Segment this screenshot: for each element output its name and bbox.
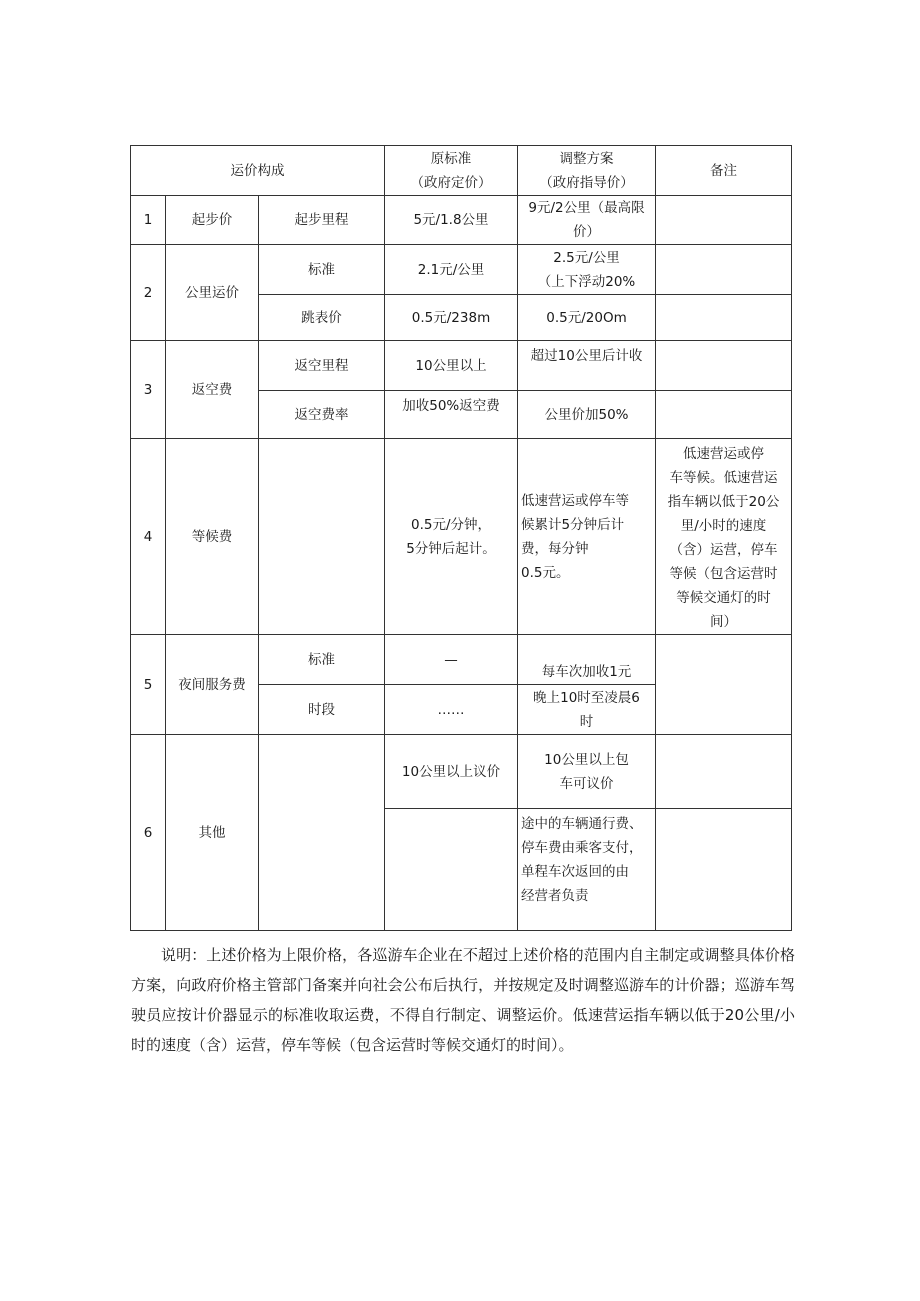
table-row — [131, 245, 792, 295]
sub-item: 标准 — [259, 245, 385, 295]
sub-item: 起步里程 — [259, 196, 385, 245]
table-row — [131, 196, 792, 245]
adjusted-value: 2.5元/公里 （上下浮动20% — [518, 245, 656, 295]
sub-item: 跳表价 — [259, 295, 385, 341]
item-name: 夜间服务费 — [166, 635, 259, 735]
remarks-value: 低速营运或停 车等候。低速营运 指车辆以低于20公 里/小时的速度 （含）运营，停车 等候（包含运营时 等候交通灯的时 间） — [656, 439, 792, 635]
adjusted-value: 9元/2公里（最高限 价） — [518, 196, 656, 245]
original-value — [385, 809, 518, 931]
adjusted-value: 公里价加50% — [518, 391, 656, 439]
original-value: …… — [385, 685, 518, 735]
fare-table-wrapper — [130, 145, 792, 931]
remarks-value — [656, 391, 792, 439]
header-adjusted: 调整方案 （政府指导价） — [518, 146, 656, 196]
item-name: 公里运价 — [166, 245, 259, 341]
original-value: — — [385, 635, 518, 685]
remarks-value — [656, 809, 792, 931]
row-number: 5 — [131, 635, 166, 735]
table-header-row — [131, 146, 792, 196]
original-value: 10公里以上 — [385, 341, 518, 391]
original-value: 加收50%返空费 — [385, 391, 518, 439]
adjusted-value: 超过10公里后计收 — [518, 341, 656, 391]
original-value: 5元/1.8公里 — [385, 196, 518, 245]
table-row — [131, 439, 792, 635]
header-composition: 运价构成 — [131, 146, 385, 196]
row-number: 6 — [131, 735, 166, 931]
remarks-value — [656, 196, 792, 245]
remarks-value — [656, 295, 792, 341]
row-number: 4 — [131, 439, 166, 635]
remarks-value — [656, 635, 792, 735]
adjusted-value: 每车次加收1元 — [518, 635, 656, 685]
table-row — [131, 635, 792, 685]
sub-item: 时段 — [259, 685, 385, 735]
header-original: 原标准 （政府定价） — [385, 146, 518, 196]
sub-item: 标准 — [259, 635, 385, 685]
table-row — [131, 735, 792, 809]
row-number: 3 — [131, 341, 166, 439]
table-row — [131, 341, 792, 391]
adjusted-value: 0.5元/20Om — [518, 295, 656, 341]
sub-item — [259, 735, 385, 931]
row-number: 1 — [131, 196, 166, 245]
original-value: 0.5元/分钟， 5分钟后起计。 — [385, 439, 518, 635]
note-text: 说明：上述价格为上限价格，各巡游车企业在不超过上述价格的范围内自主制定或调整具体价格方案，向政府价格主管部门备案并向社会公布后执行，并按规定及时调整巡游车的计价器；巡游车驾驶员应按计价器显示的标准收取运费，不得自行制定、调整运价。低速营运指车辆以低于20公里/小时的速度（含）运营，停车等候（包含运营时等候交通灯的时间）。 — [131, 946, 795, 1054]
explanatory-note — [131, 940, 795, 1060]
remarks-value — [656, 341, 792, 391]
adjusted-value: 低速营运或停车等 候累计5分钟后计 费，每分钟 0.5元。 — [518, 439, 656, 635]
sub-item: 返空里程 — [259, 341, 385, 391]
item-name: 返空费 — [166, 341, 259, 439]
remarks-value — [656, 245, 792, 295]
item-name: 等候费 — [166, 439, 259, 635]
sub-item — [259, 439, 385, 635]
adjusted-value: 途中的车辆通行费、 停车费由乘客支付， 单程车次返回的由 经营者负责 — [518, 809, 656, 931]
remarks-value — [656, 735, 792, 809]
header-remarks: 备注 — [656, 146, 792, 196]
item-name: 起步价 — [166, 196, 259, 245]
item-name: 其他 — [166, 735, 259, 931]
original-value: 10公里以上议价 — [385, 735, 518, 809]
sub-item: 返空费率 — [259, 391, 385, 439]
fare-structure-table — [130, 145, 792, 931]
original-value: 0.5元/238m — [385, 295, 518, 341]
row-number: 2 — [131, 245, 166, 341]
adjusted-value: 10公里以上包 车可议价 — [518, 735, 656, 809]
original-value: 2.1元/公里 — [385, 245, 518, 295]
adjusted-value: 晚上10时至凌晨6 时 — [518, 685, 656, 735]
